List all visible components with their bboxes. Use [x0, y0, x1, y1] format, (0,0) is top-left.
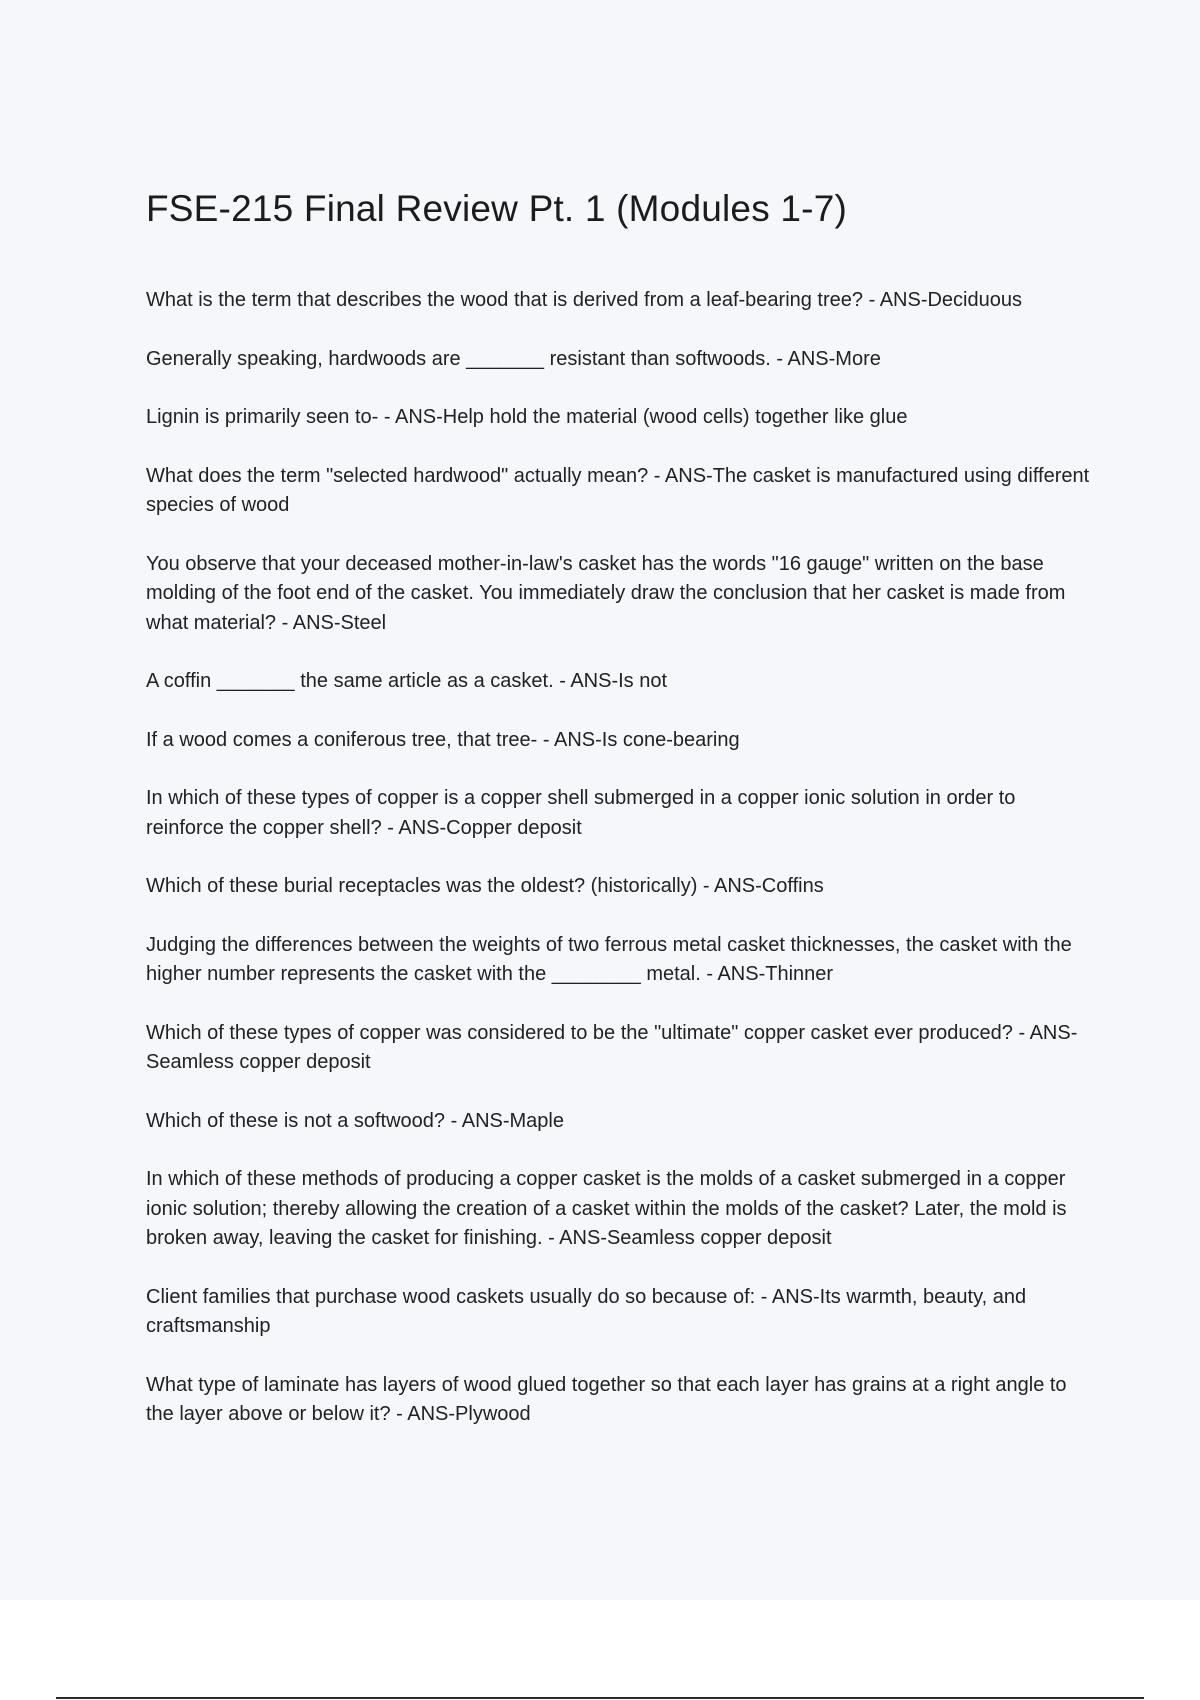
- document-content: [146, 180, 1096, 1459]
- qa-item-8: In which of these types of copper is a copper shell submerged in a copper ionic solution in order to reinforce the copper shell? - ANS-Copper deposit: [146, 787, 1016, 839]
- qa-item-3: Lignin is primarily seen to- - ANS-Help hold the material (wood cells) together like glue: [146, 406, 908, 428]
- qa-item-2: Generally speaking, hardwoods are _______ resistant than softwoods. - ANS-More: [146, 347, 881, 370]
- qa-item-11: Which of these types of copper was considered to be the "ultimate" copper casket ever produced? - ANS-Seamless copper deposit: [146, 1021, 1078, 1073]
- qa-item-5: You observe that your deceased mother-in-law's casket has the words "16 gauge" written on the base molding of the foot end of the casket. You immediately draw the conclusion that her casket is made from what material? - ANS-Steel: [146, 552, 1066, 634]
- qa-item-1: What is the term that describes the wood that is derived from a leaf-bearing tree? - ANS-Deciduous: [146, 289, 1022, 311]
- qa-item-10: Judging the differences between the weights of two ferrous metal casket thicknesses, the casket with the higher number represents the casket with the ________ metal. - ANS-Thinner: [146, 933, 1072, 985]
- qa-item-4: What does the term "selected hardwood" actually mean? - ANS-The casket is manufactured using different species of wood: [146, 464, 1090, 516]
- qa-item-13: In which of these methods of producing a copper casket is the molds of a casket submerged in a copper ionic solution; thereby allowing the creation of a casket within the molds of the casket? Later, the mold is broken away, leaving the casket for finishing. - ANS-Seamless copper deposit: [146, 1168, 1067, 1249]
- page-divider: [56, 1697, 1144, 1699]
- page-title: FSE-215 Final Review Pt. 1 (Modules 1-7): [146, 188, 847, 229]
- qa-item-15: What type of laminate has layers of wood glued together so that each layer has grains at a right angle to the layer above or below it? - ANS-Plywood: [146, 1373, 1067, 1425]
- qa-item-14: Client families that purchase wood caskets usually do so because of: - ANS-Its warmth, beauty, and craftsmanship: [146, 1285, 1027, 1337]
- qa-item-12: Which of these is not a softwood? - ANS-Maple: [146, 1109, 564, 1132]
- qa-list: [146, 286, 1096, 1430]
- qa-item-7: If a wood comes a coniferous tree, that tree- - ANS-Is cone-bearing: [146, 728, 740, 751]
- qa-item-6: A coffin _______ the same article as a casket. - ANS-Is not: [146, 670, 668, 692]
- qa-item-9: Which of these burial receptacles was the oldest? (historically) - ANS-Coffins: [146, 875, 824, 897]
